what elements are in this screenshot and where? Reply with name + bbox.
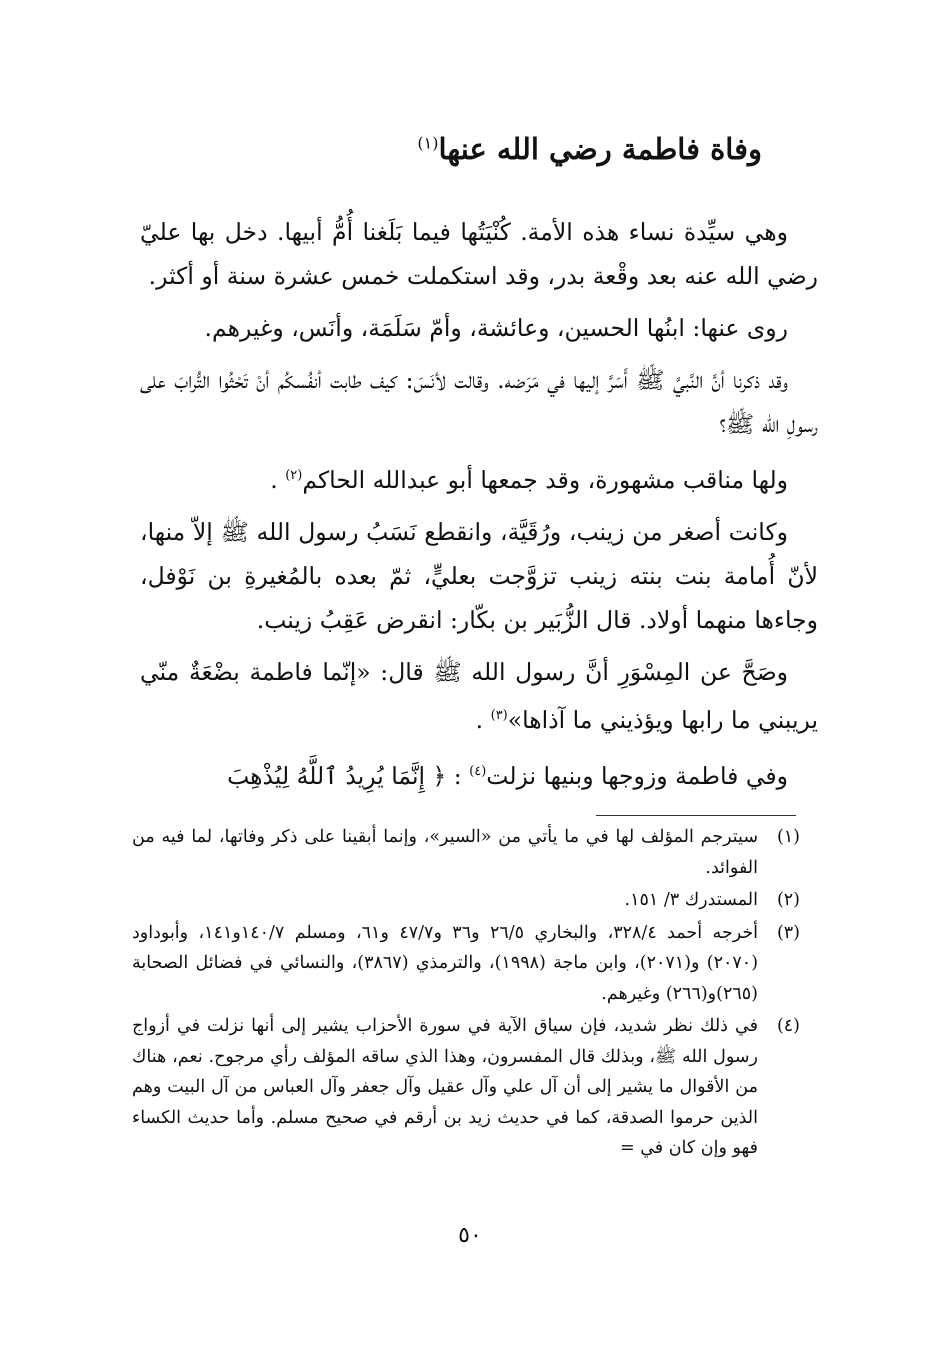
main-text: [140, 210, 818, 805]
paragraph: وهي سيِّدة نساء هذه الأمة. كُنْيَتُها فيما بَلَغنا أُمُّ أبيها. دخل بها عليّ رضي الله عنه بعد وقْعة بدر، وقد استكملت خمس عشرة سنة أو أكثر.: [140, 218, 818, 290]
footnote: [132, 918, 800, 1010]
footnote-text: سيترجم المؤلف لها في ما يأتي من «السير»، وإنما أبقينا على ذكر وفاتها، لما فيه من الفوائد.: [132, 827, 758, 878]
paragraph: روى عنها: ابنُها الحسين، وعائشة، وأمّ سَلَمَة، وأنَس، وغيرهم.: [204, 314, 788, 342]
paragraph: وقد ذكرنا أنَّ النَّبيَّ ﷺ أَسَرَّ إليها في مَرَضه. وقالت لأنَسَ: كيف طابت أنفُسكُم أنْ تَحْثُوا التُّرابَ على رسولِ الله ﷺ؟: [140, 366, 818, 438]
paragraph: وصَحَّ عن المِسْوَرِ أنَّ رسول الله ﷺ قال: «إنّما فاطمة بضْعَةٌ منّي يريبني ما رابها ويؤذيني ما آذاها»$^{(٣)}$ .: [140, 657, 818, 734]
paragraph: ولها مناقب مشهورة، وقد جمعها أبو عبدالله الحاكم$^{(٢)}$ .: [270, 465, 788, 494]
footnote-number: (٤): [776, 1016, 800, 1036]
footnote-marker: (٤): [469, 763, 487, 779]
footnote-marker: (١): [417, 133, 439, 153]
chapter-title-text: وفاة فاطمة رضي الله عنها: [438, 132, 762, 166]
footnote-text: في ذلك نظر شديد، فإن سياق الآية في سورة الأحزاب يشير إلى أنها نزلت في أزواج رسول الله ﷺ، وبذلك قال المفسرون، وهذا الذي ساقه المؤلف رأي مرجوح. نعم، هناك من الأقوال ما يشير إلى أن آل علي وآل عقيل وآل جعفر وآل العباس من آل البيت وهم الذين حرموا الصدقة، كما في حديث زيد بن أرقم في صحيح مسلم. وأما حديث الكساء فهو وإن كان في =: [132, 1016, 758, 1158]
footnote-text: المستدرك ٣/ ١٥١.: [624, 890, 758, 910]
footnote-number: (١): [776, 827, 800, 847]
footnote: [132, 1011, 800, 1164]
footnote-marker: (٢): [285, 468, 303, 483]
footnote-text: أخرجه أحمد ٣٢٨/٤، والبخاري ٢٦/٥ و٣٦ و٤٧/٧ و٦١، ومسلم ١٤٠/٧و١٤١، وأبوداود (٢٠٧٠) و(٢٠٧١)، وابن ماجة (١٩٩٨)، والترمذي (٣٨٦٧)، والنسائي في فضائل الصحابة (٢٦٥)و(٢٦٦) وغيرهم.: [132, 922, 759, 1004]
footnotes: [132, 822, 800, 1166]
footnote-divider: [596, 815, 796, 816]
footnote: [132, 822, 800, 883]
paragraph: وكانت أصغر من زينب، ورُقَيَّة، وانقطع نَسَبُ رسول الله ﷺ إلاّ منها، لأنّ أُمامة بنت بنته زينب تزوَّجت بعليٍّ، ثمّ بعده بالمُغيرةِ بن نَوْفل، وجاءها منهما أولاد. قال الزُّبَير بن بكّار: انقرض عَقِبُ زينب.: [140, 517, 818, 634]
footnote: [132, 885, 800, 916]
chapter-title: [417, 132, 762, 166]
footnote-number: (٢): [776, 890, 800, 910]
page-number: ٥٠: [458, 1223, 482, 1248]
footnote-number: (٣): [776, 922, 800, 943]
footnote-marker: (٣): [490, 707, 508, 723]
paragraph: وفي فاطمة وزوجها وبنيها نزلت$^{(٤)}$ : ﴿ إِنَّمَا يُرِيدُ ٱللَّهُ لِيُذْهِبَ: [227, 761, 788, 790]
